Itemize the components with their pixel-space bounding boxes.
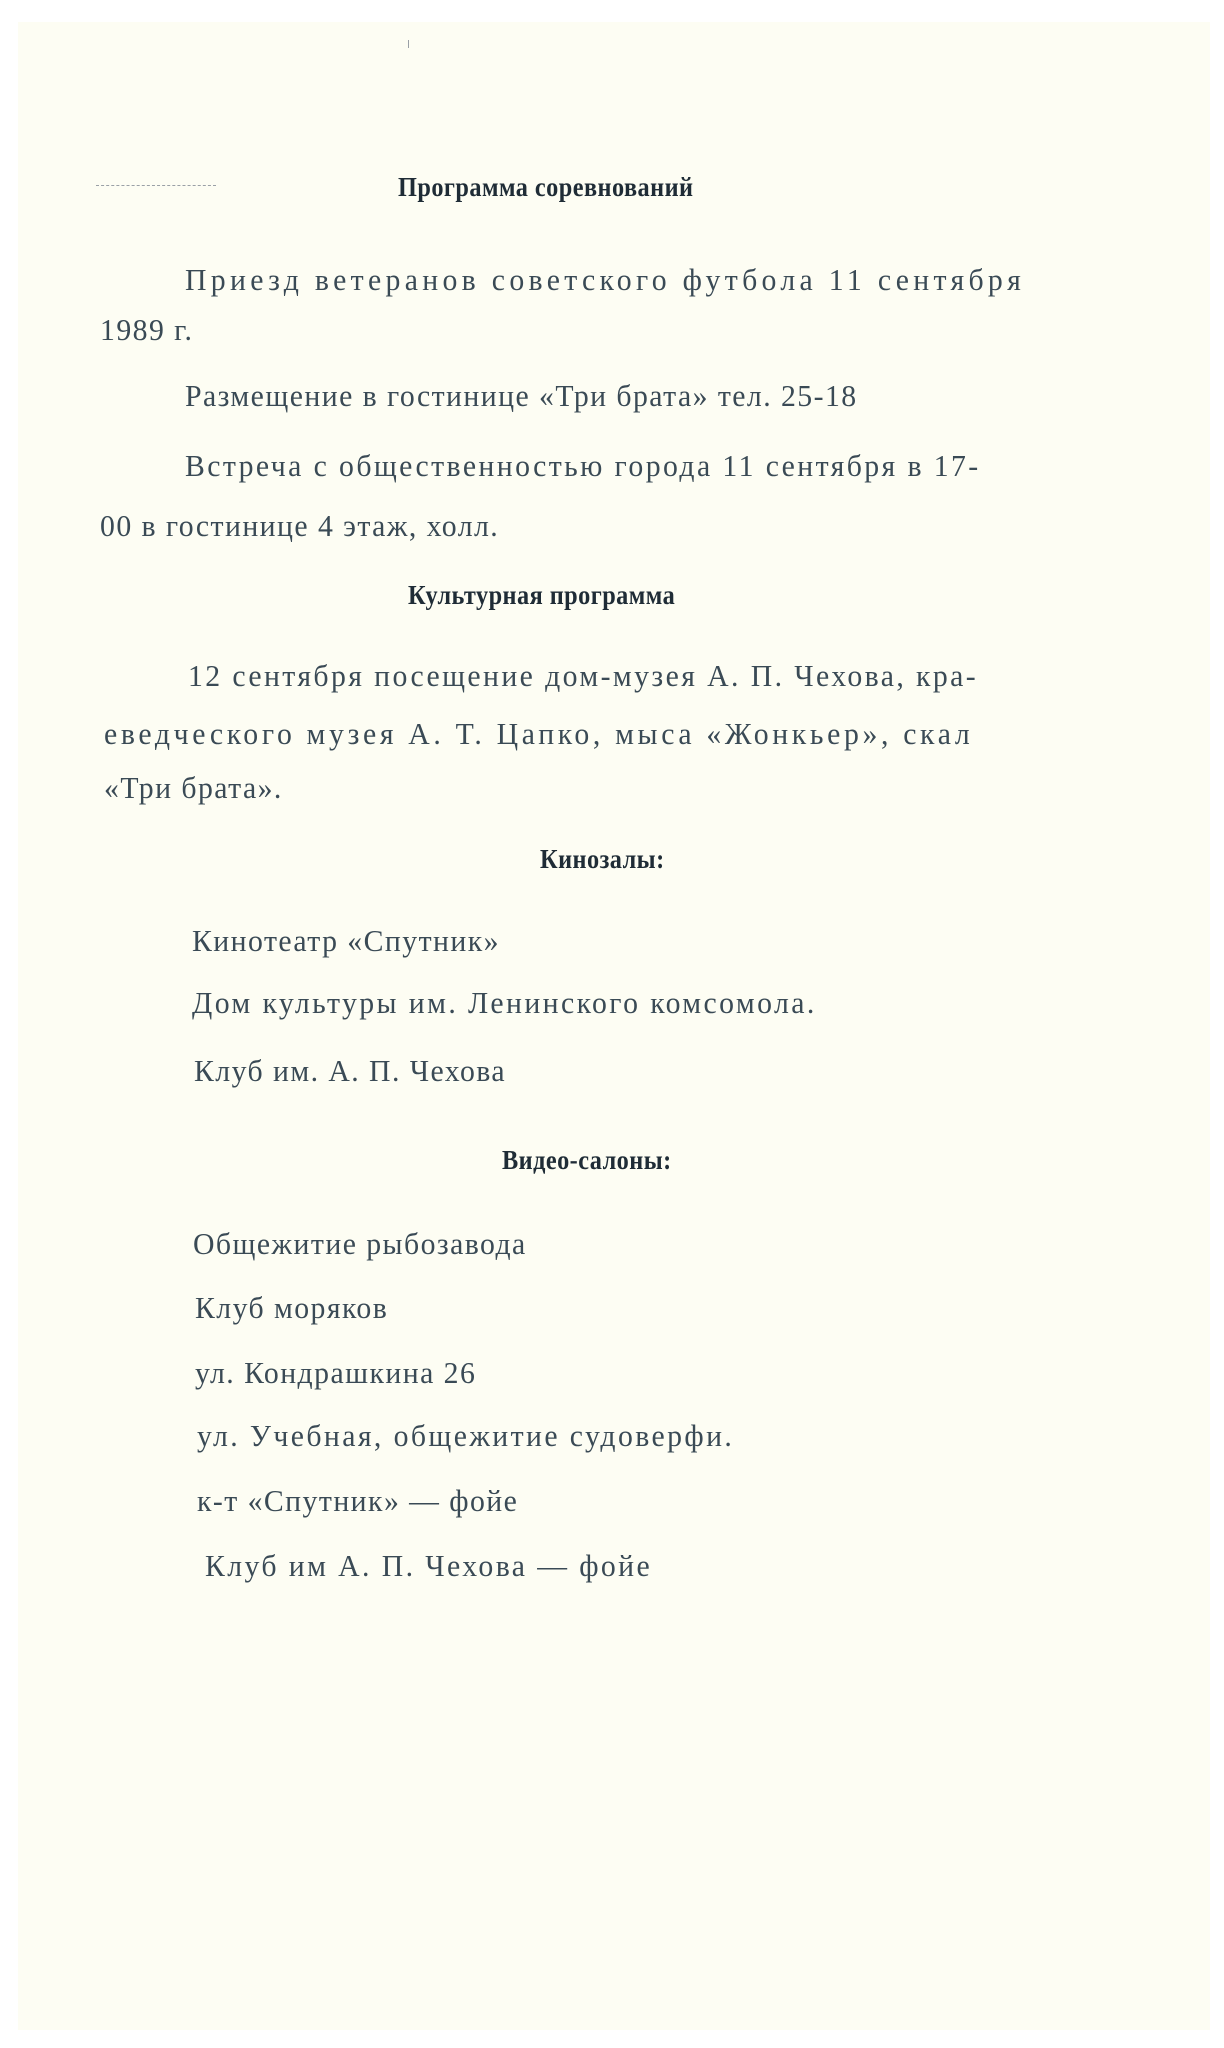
list-item: Клуб моряков	[195, 1290, 389, 1325]
video-salons-heading: Видео-салоны:	[502, 1145, 672, 1175]
document-title: Программа соревнований	[398, 172, 694, 202]
list-item: Общежитие рыбозавода	[193, 1226, 527, 1261]
list-item: к-т «Спутник» — фойе	[197, 1483, 519, 1518]
paragraph-line: 1989 г.	[100, 312, 194, 347]
paragraph-line: Размещение в гостинице «Три брата» тел. 25-18	[185, 378, 858, 413]
list-item: Клуб им. А. П. Чехова	[194, 1053, 507, 1088]
paragraph-line: еведческого музея А. Т. Цапко, мыса «Жонкьер», скал	[104, 716, 974, 751]
list-item: Кинотеатр «Спутник»	[192, 923, 500, 958]
paragraph-line: «Три брата».	[104, 770, 283, 805]
list-item: ул. Учебная, общежитие судоверфи.	[197, 1418, 735, 1453]
paragraph-line: 12 сентября посещение дом-музея А. П. Чехова, кра-	[188, 658, 979, 693]
paragraph-line: Встреча с общественностью города 11 сентября в 17-	[185, 448, 981, 483]
paragraph-line: 00 в гостинице 4 этаж, холл.	[100, 508, 500, 543]
paper-page	[18, 22, 1210, 2030]
cinemas-heading: Кинозалы:	[540, 844, 665, 874]
pencil-mark	[96, 185, 216, 186]
culture-heading: Культурная программа	[408, 580, 676, 610]
list-item: Дом культуры им. Ленинского комсомола.	[192, 985, 817, 1020]
list-item: ул. Кондрашкина 26	[195, 1355, 477, 1390]
list-item: Клуб им А. П. Чехова — фойе	[205, 1548, 653, 1583]
paragraph-line: Приезд ветеранов советского футбола 11 сентября	[185, 262, 1026, 297]
pencil-tick	[408, 40, 409, 48]
